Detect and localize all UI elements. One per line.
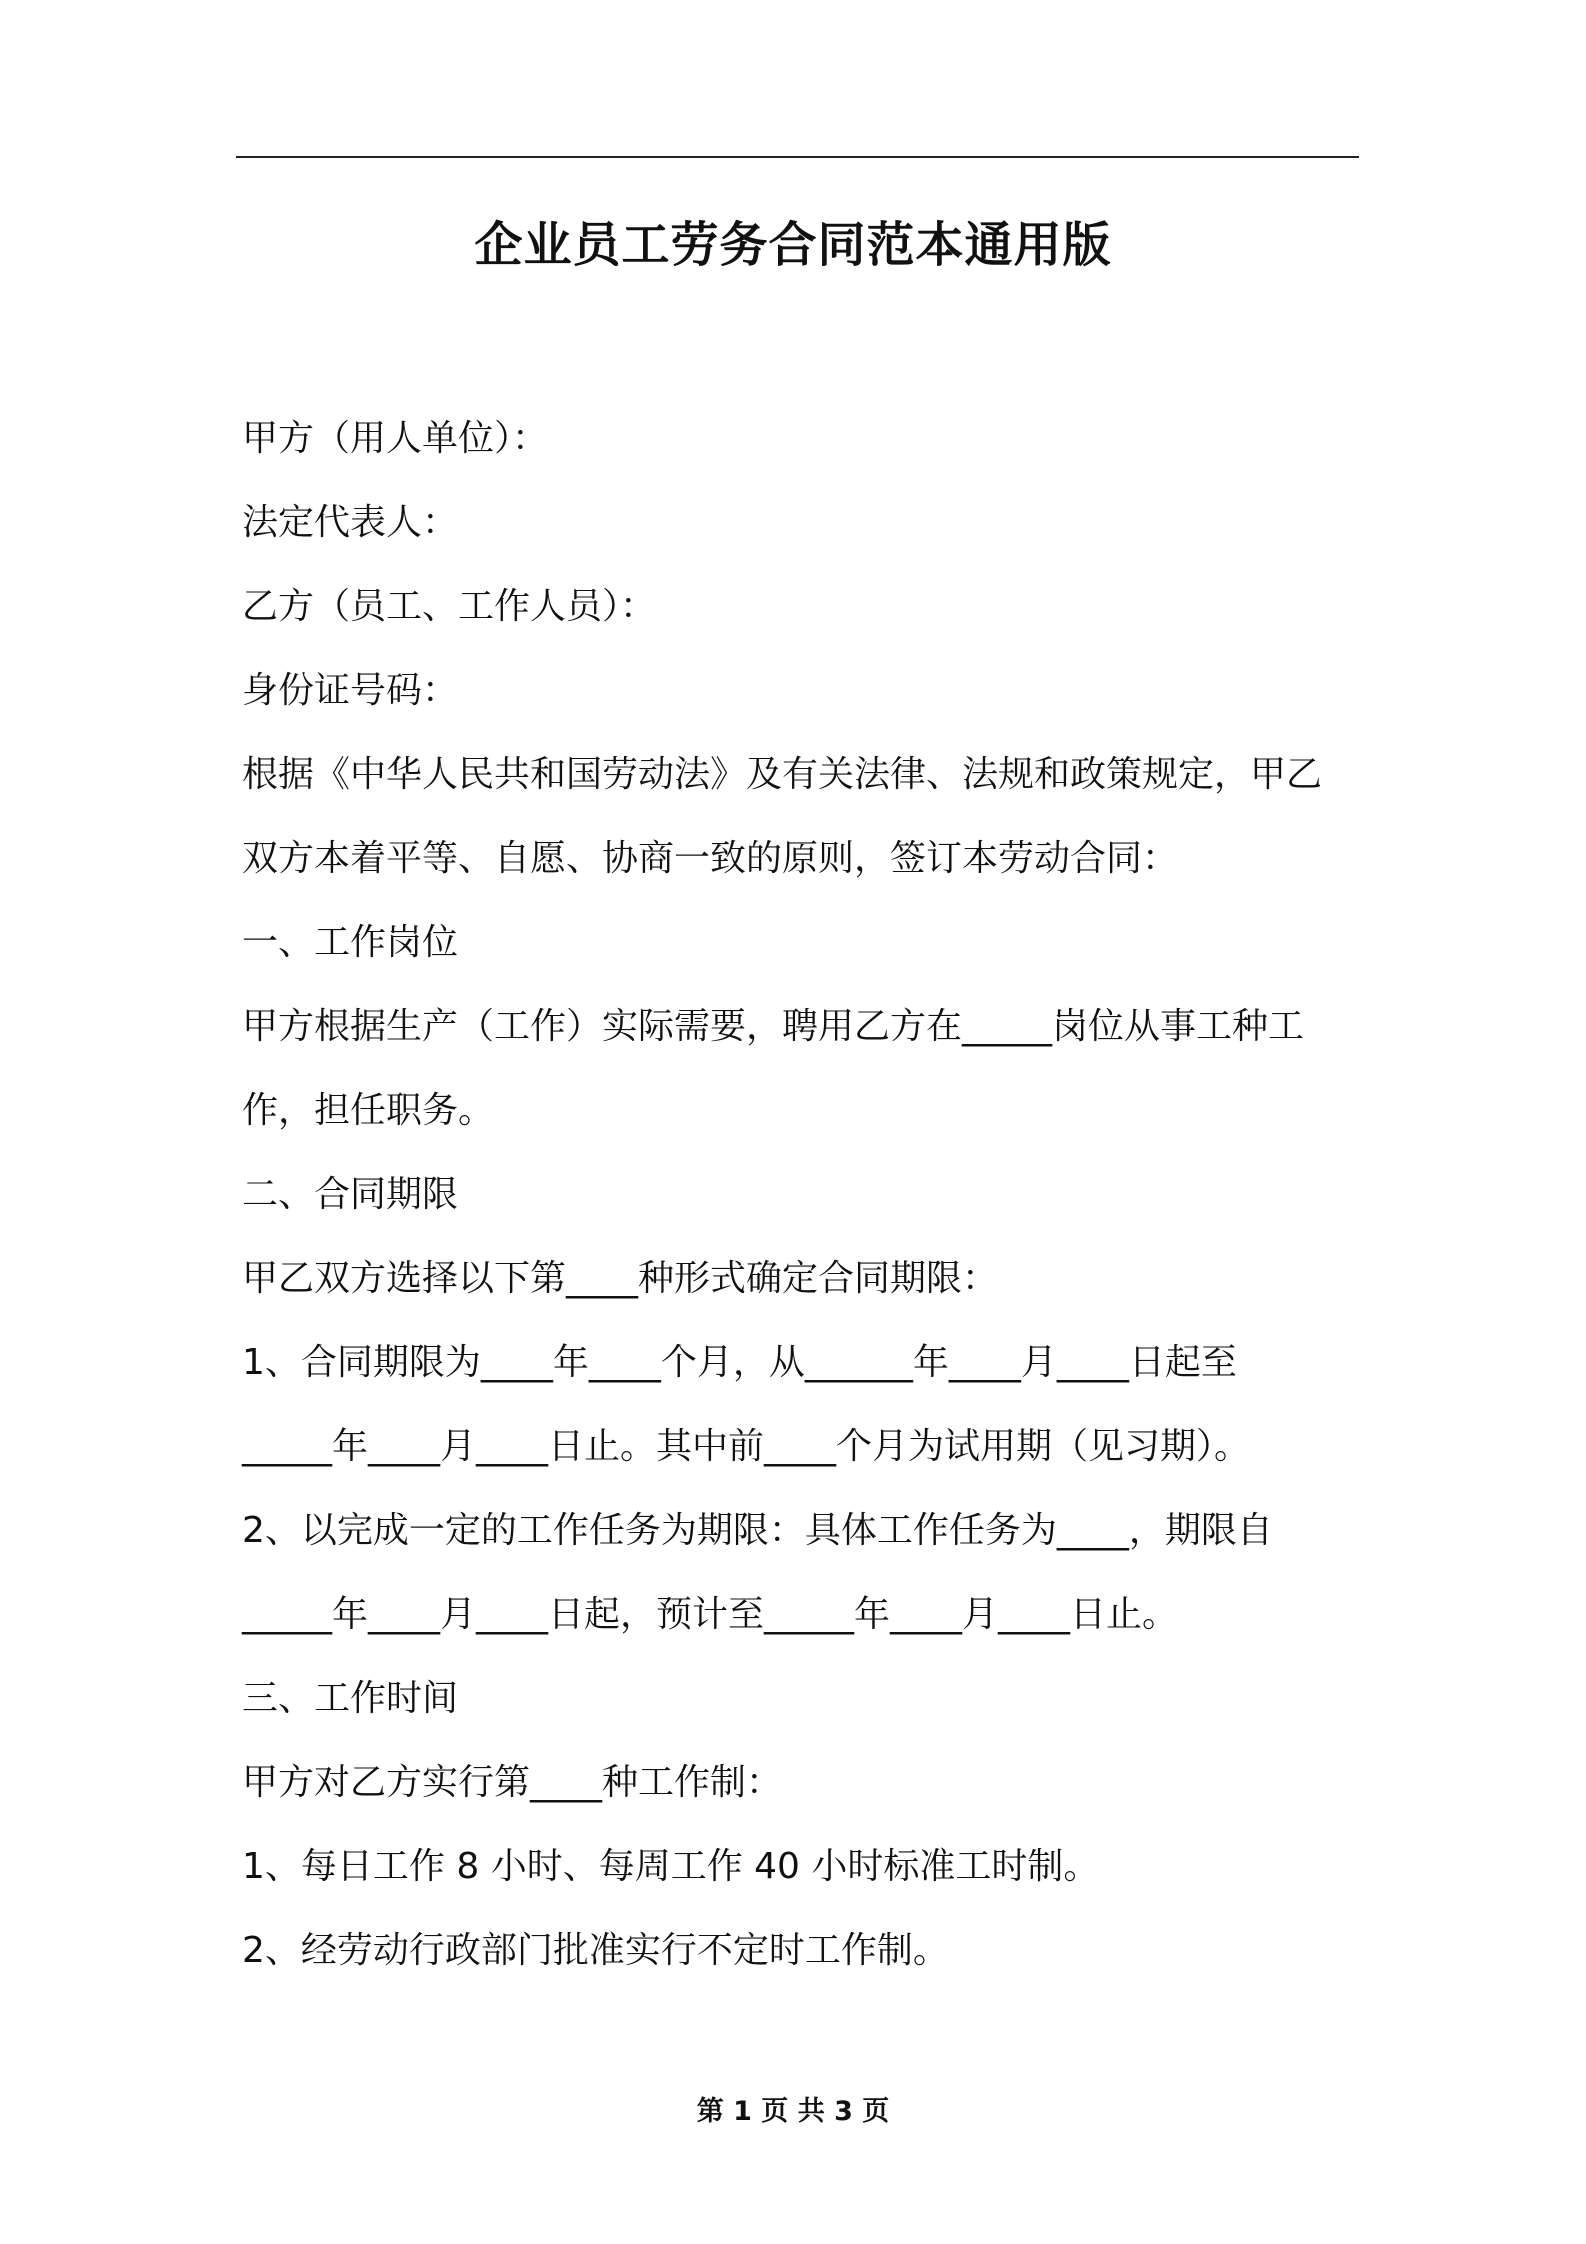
contract-term-option-2-line-1: 2、以完成一定的工作任务为期限：具体工作任务为____，期限自 bbox=[242, 1510, 1273, 1551]
section-heading-job-position: 一、工作岗位 bbox=[242, 922, 459, 963]
legal-representative-line: 法定代表人： bbox=[242, 502, 459, 543]
section-heading-working-hours: 三、工作时间 bbox=[242, 1678, 459, 1719]
document-title: 企业员工劳务合同范本通用版 bbox=[474, 217, 1112, 273]
working-hours-option-2: 2、经劳动行政部门批准实行不定时工作制。 bbox=[242, 1930, 949, 1971]
preamble-line-1: 根据《中华人民共和国劳动法》及有关法律、法规和政策规定，甲乙 bbox=[242, 754, 1323, 795]
header-rule bbox=[236, 156, 1359, 158]
party-b-line: 乙方（员工、工作人员）： bbox=[242, 586, 657, 627]
contract-term-intro: 甲乙双方选择以下第____种形式确定合同期限： bbox=[242, 1258, 999, 1299]
section-heading-contract-term: 二、合同期限 bbox=[242, 1174, 459, 1215]
contract-term-option-2-line-2: _____年____月____日起，预计至_____年____月____日止。 bbox=[242, 1594, 1179, 1635]
job-position-line-2: 作，担任职务。 bbox=[242, 1090, 495, 1131]
page-indicator: 第 1 页 共 3 页 bbox=[696, 2096, 890, 2127]
document-body bbox=[242, 397, 1357, 1993]
id-number-line: 身份证号码： bbox=[242, 670, 459, 711]
working-hours-option-1: 1、每日工作 8 小时、每周工作 40 小时标准工时制。 bbox=[242, 1846, 1100, 1887]
contract-term-option-1-line-1: 1、合同期限为____年____个月，从______年____月____日起至 bbox=[242, 1342, 1237, 1383]
party-a-line: 甲方（用人单位）： bbox=[242, 418, 549, 459]
job-position-line-1: 甲方根据生产（工作）实际需要，聘用乙方在_____岗位从事工种工 bbox=[242, 1006, 1305, 1047]
working-hours-intro: 甲方对乙方实行第____种工作制： bbox=[242, 1762, 783, 1803]
preamble-line-2: 双方本着平等、自愿、协商一致的原则，签订本劳动合同： bbox=[242, 838, 1179, 879]
contract-term-option-1-line-2: _____年____月____日止。其中前____个月为试用期（见习期）。 bbox=[242, 1426, 1251, 1467]
